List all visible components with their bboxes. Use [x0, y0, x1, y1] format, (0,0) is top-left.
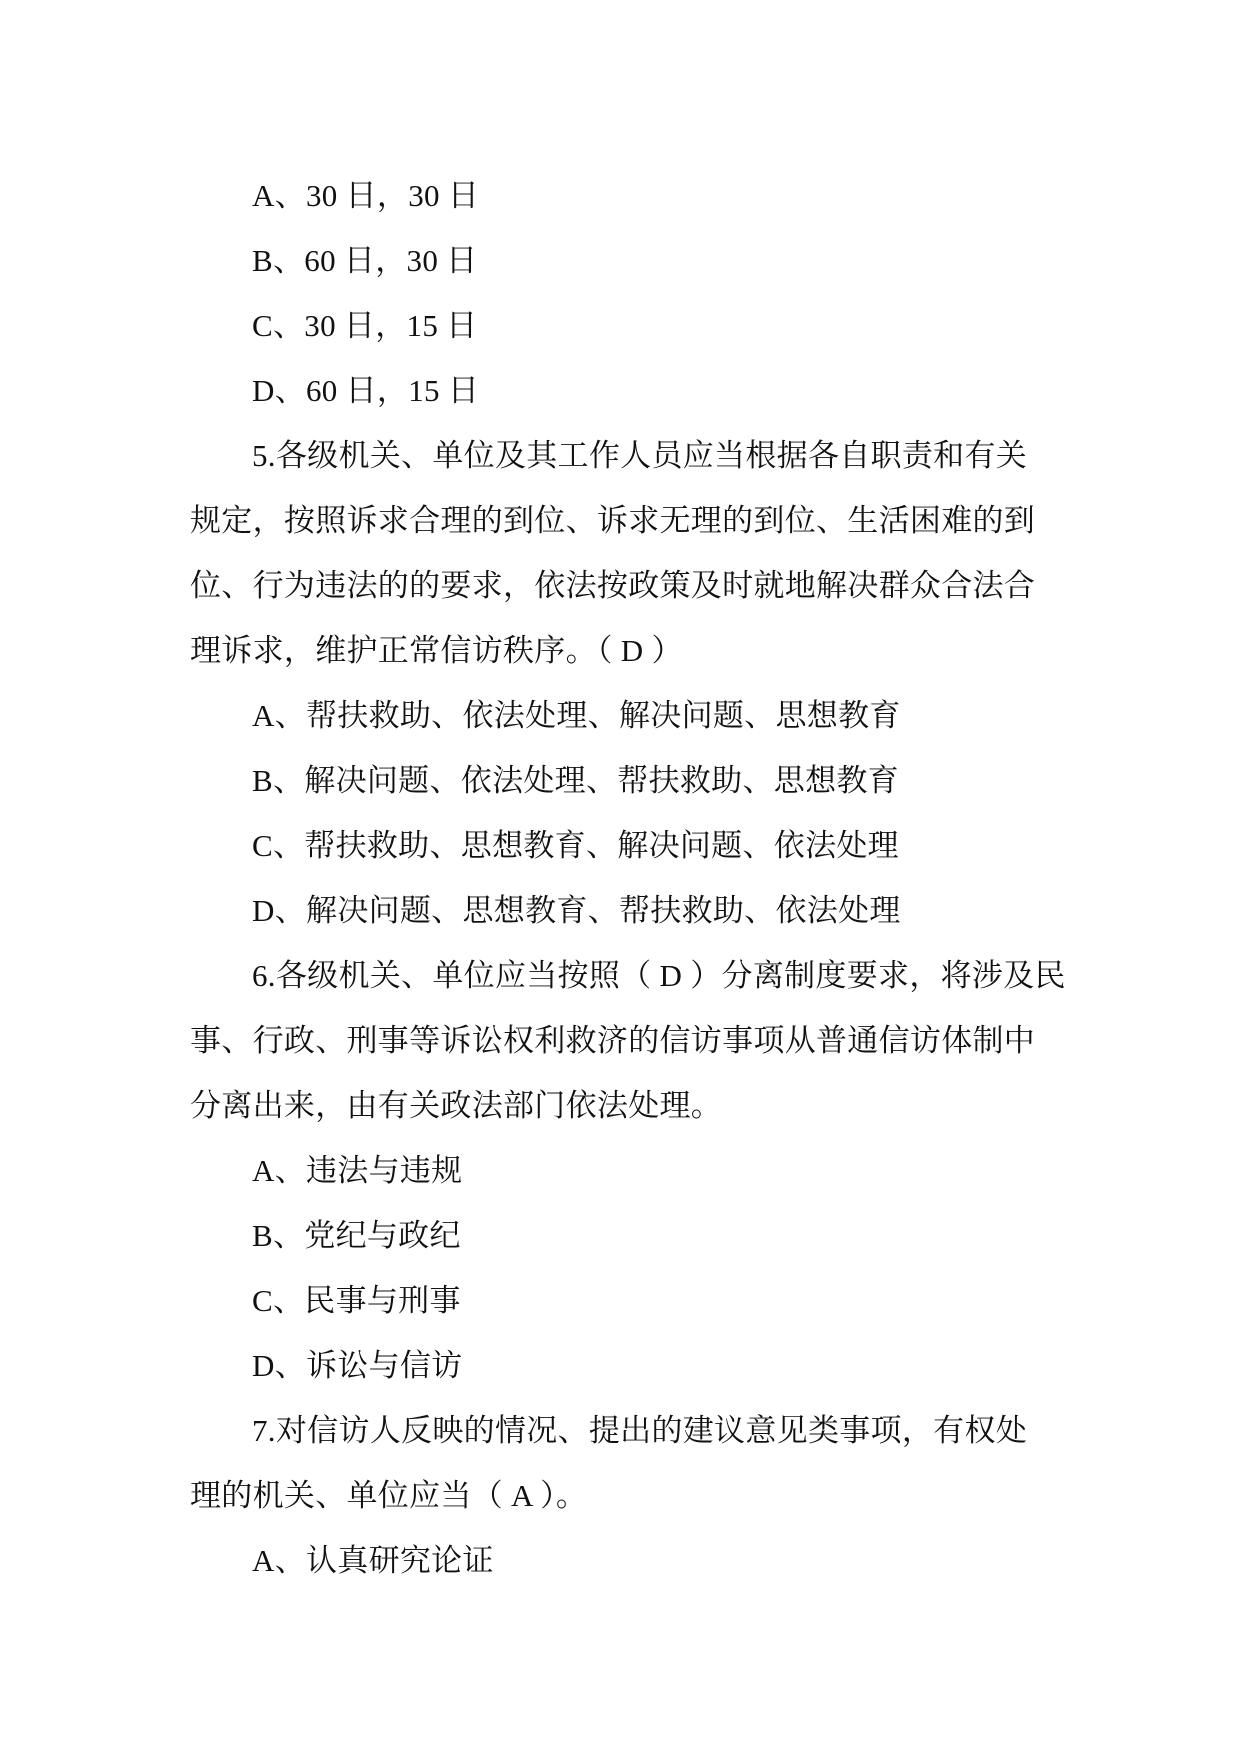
- option-line: A、违法与违规: [252, 1153, 463, 1188]
- question-line: 6.各级机关、单位应当按照（ D ）分离制度要求，将涉及民: [252, 958, 1066, 993]
- option-line: C、民事与刑事: [252, 1283, 461, 1318]
- option-line: C、帮扶救助、思想教育、解决问题、依法处理: [252, 828, 899, 863]
- question-line: 分离出来，由有关政法部门依法处理。: [190, 1088, 723, 1123]
- option-line: B、党纪与政纪: [252, 1218, 461, 1253]
- option-line: B、解决问题、依法处理、帮扶救助、思想教育: [252, 763, 899, 798]
- question-line: 事、行政、刑事等诉讼权利救济的信访事项从普通信访体制中: [190, 1023, 1036, 1058]
- option-line: D、60 日，15 日: [252, 373, 480, 408]
- option-line: D、解决问题、思想教育、帮扶救助、依法处理: [252, 893, 901, 928]
- option-line: A、帮扶救助、依法处理、解决问题、思想教育: [252, 698, 901, 733]
- question-line: 理诉求，维护正常信访秩序。（ D ）: [190, 633, 683, 668]
- question-line: 位、行为违法的的要求，依法按政策及时就地解决群众合法合: [190, 568, 1036, 603]
- option-line: A、认真研究论证: [252, 1543, 494, 1578]
- question-line: 7.对信访人反映的情况、提出的建议意见类事项，有权处: [252, 1413, 1028, 1448]
- question-line: 5.各级机关、单位及其工作人员应当根据各自职责和有关: [252, 438, 1028, 473]
- option-line: A、30 日，30 日: [252, 178, 480, 213]
- option-line: C、30 日，15 日: [252, 308, 478, 343]
- question-line: 规定，按照诉求合理的到位、诉求无理的到位、生活困难的到: [190, 503, 1036, 538]
- question-line: 理的机关、单位应当（ A ）。: [190, 1478, 588, 1513]
- option-line: B、60 日，30 日: [252, 243, 478, 278]
- option-line: D、诉讼与信访: [252, 1348, 463, 1383]
